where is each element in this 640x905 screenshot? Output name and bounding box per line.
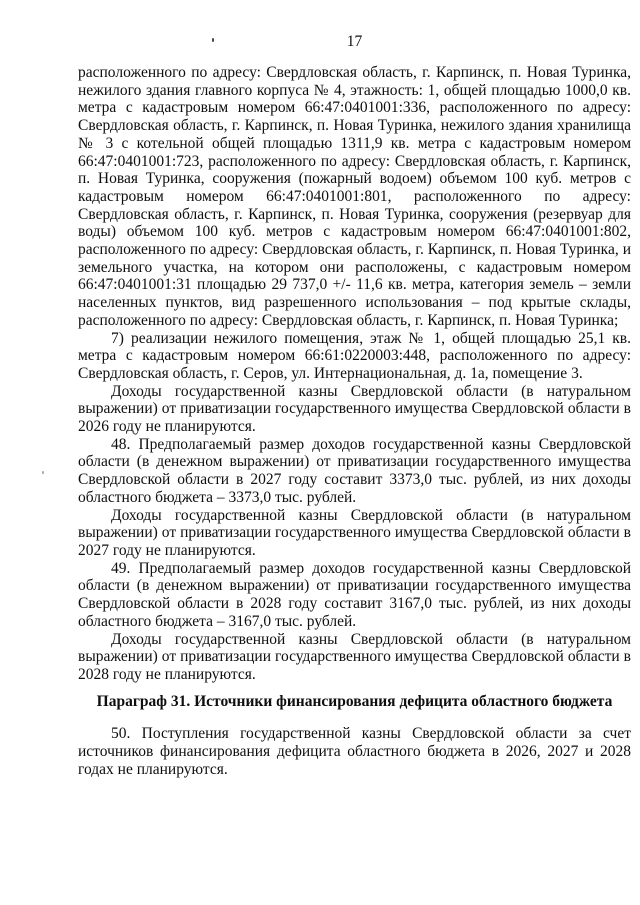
scan-artifact-speck bbox=[42, 471, 44, 474]
document-body bbox=[0, 51, 640, 778]
body-paragraph-clause-49: 49. Предполагаемый размер доходов государственной казны Свердловской области (в денежном выражении) от приватизации государственного имущества Свердловской области в 2028 году составит 3167,0 тыс. рублей, из них доходы областного бюджета – 3167,0 тыс. рублей. bbox=[78, 559, 631, 630]
body-paragraph-clause-48: 48. Предполагаемый размер доходов государственной казны Свердловской области (в денежном выражении) от приватизации государственного имущества Свердловской области в 2027 году составит 3373,0 тыс. рублей, из них доходы областного бюджета – 3373,0 тыс. рублей. bbox=[78, 435, 631, 506]
body-paragraph-item-7: 7) реализации нежилого помещения, этаж № 1, общей площадью 25,1 кв. метра с кадастровым номером 66:61:0220003:448, расположенного по адресу: Свердловская область, г. Серов, ул. Интернациональная, д. 1а, помещение 3. bbox=[78, 329, 631, 382]
scan-artifact-speck bbox=[212, 38, 214, 42]
body-paragraph-incomes-2026: Доходы государственной казны Свердловской области (в натуральном выражении) от приватизации государственного имущества Свердловской области в 2026 году не планируются. bbox=[78, 382, 631, 436]
body-paragraph-incomes-2027: Доходы государственной казны Свердловской области (в натуральном выражении) от приватизации государственного имущества Свердловской области в 2027 году не планируются. bbox=[78, 506, 631, 559]
body-paragraph-continuation: расположенного по адресу: Свердловская область, г. Карпинск, п. Новая Туринка, нежилого здания главного корпуса № 4, этажность: 1, общей площадью 1000,0 кв. метра с кадастровым номером 66:47:0401001:336, расположенного по адресу: Свердловская область, г. Карпинск, п. Новая Туринка, нежилого здания хранилища № 3 с котельной общей площадью 1311,9 кв. метра с кадастровым номером 66:47:0401001:723, расположенного по адресу: Свердловская область, г. Карпинск, п. Новая Туринка, сооружения (пожарный водоем) объемом 100 куб. метров с кадастровым номером 66:47:0401001:801, расположенного по адресу: Свердловская область, г. Карпинск, п. Новая Туринка, сооружения (резервуар для воды) объемом 100 куб. метров с кадастровым номером 66:47:0401001:802, расположенного по адресу: Свердловская область, г. Карпинск, п. Новая Туринка, и земельного участка, на котором они расположены, с кадастровым номером 66:47:0401001:31 площадью 29 737,0 +/- 11,6 кв. метра, категория земель – земли населенных пунктов, вид разрешенного использования – под крытые склады, расположенного по адресу: Свердловская область, г. Карпинск, п. Новая Туринка; bbox=[78, 64, 631, 329]
body-paragraph-clause-50: 50. Поступления государственной казны Свердловской области за счет источников финансирования дефицита областного бюджета в 2026, 2027 и 2028 годах не планируются. bbox=[78, 725, 631, 778]
body-paragraph-incomes-2028: Доходы государственной казны Свердловской области (в натуральном выражении) от приватизации государственного имущества Свердловской области в 2028 году не планируются. bbox=[78, 630, 631, 683]
page-number: 17 bbox=[346, 33, 363, 50]
section-heading-paragraph-31: Параграф 31. Источники финансирования дефицита областного бюджета bbox=[96, 692, 613, 710]
